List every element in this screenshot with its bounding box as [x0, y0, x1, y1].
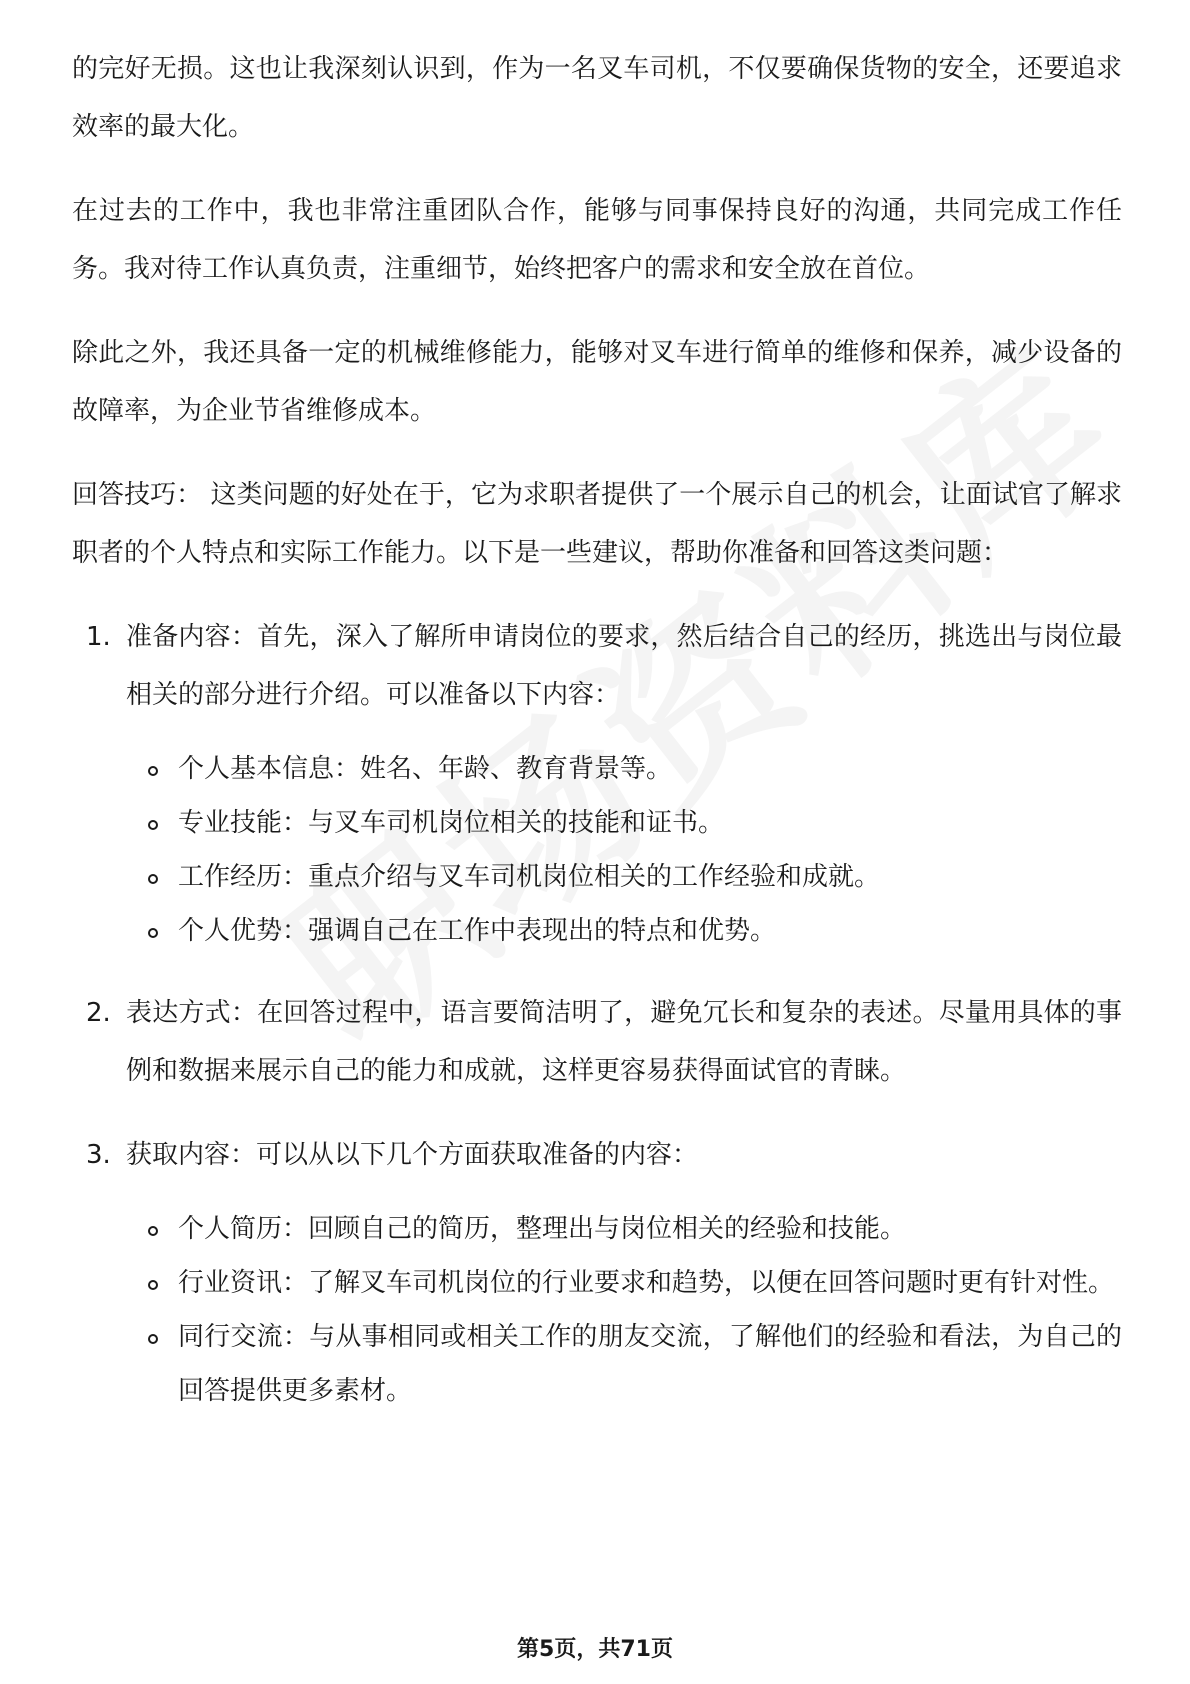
circle-bullet-icon	[148, 820, 158, 830]
circle-bullet-icon	[148, 1334, 158, 1344]
numbered-list	[72, 608, 1122, 1418]
circle-bullet-icon	[148, 874, 158, 884]
circle-bullet-icon	[148, 1226, 158, 1236]
answer-tips-paragraph: 回答技巧： 这类问题的好处在于，它为求职者提供了一个展示自己的机会，让面试官了解求职者的个人特点和实际工作能力。以下是一些建议，帮助你准备和回答这类问题：	[72, 480, 1122, 568]
bullet-list	[126, 1202, 1122, 1418]
bullet-item	[126, 1310, 1122, 1418]
bullet-list	[126, 742, 1122, 958]
bullet-item	[126, 850, 1122, 904]
paragraph-3: 除此之外，我还具备一定的机械维修能力，能够对叉车进行简单的维修和保养，减少设备的故障率，为企业节省维修成本。	[72, 338, 1122, 426]
list-number: 1.	[86, 622, 111, 652]
bullet-text: 专业技能：与叉车司机岗位相关的技能和证书。	[178, 808, 725, 838]
list-number: 2.	[86, 998, 111, 1028]
list-item-3	[72, 1126, 1122, 1418]
bullet-text: 个人基本信息：姓名、年龄、教育背景等。	[178, 754, 673, 784]
bullet-text: 个人简历：回顾自己的简历，整理出与岗位相关的经验和技能。	[178, 1214, 907, 1244]
list-item-2	[72, 984, 1122, 1100]
bullet-item	[126, 1256, 1122, 1310]
document-body	[72, 40, 1122, 1444]
paragraph-1: 的完好无损。这也让我深刻认识到，作为一名叉车司机，不仅要确保货物的安全，还要追求效率的最大化。	[72, 54, 1122, 142]
circle-bullet-icon	[148, 1280, 158, 1290]
page-number-footer: 第5页，共71页	[517, 1637, 673, 1662]
bullet-text: 同行交流：与从事相同或相关工作的朋友交流，了解他们的经验和看法，为自己的回答提供更多素材。	[178, 1322, 1122, 1406]
bullet-text: 行业资讯：了解叉车司机岗位的行业要求和趋势，以便在回答问题时更有针对性。	[178, 1268, 1115, 1298]
bullet-item	[126, 904, 1122, 958]
bullet-item	[126, 742, 1122, 796]
bullet-item	[126, 796, 1122, 850]
circle-bullet-icon	[148, 766, 158, 776]
bullet-text: 工作经历：重点介绍与叉车司机岗位相关的工作经验和成就。	[178, 862, 881, 892]
list-number: 3.	[86, 1140, 111, 1170]
list-item-text: 获取内容：可以从以下几个方面获取准备的内容：	[126, 1140, 699, 1170]
list-item-text: 表达方式：在回答过程中，语言要简洁明了，避免冗长和复杂的表述。尽量用具体的事例和数据来展示自己的能力和成就，这样更容易获得面试官的青睐。	[126, 998, 1122, 1086]
bullet-text: 个人优势：强调自己在工作中表现出的特点和优势。	[178, 916, 777, 946]
bullet-item	[126, 1202, 1122, 1256]
list-item-text: 准备内容：首先，深入了解所申请岗位的要求，然后结合自己的经历，挑选出与岗位最相关的部分进行介绍。可以准备以下内容：	[126, 622, 1122, 710]
paragraph-2: 在过去的工作中，我也非常注重团队合作，能够与同事保持良好的沟通，共同完成工作任务。我对待工作认真负责，注重细节，始终把客户的需求和安全放在首位。	[72, 196, 1122, 284]
list-item-1	[72, 608, 1122, 958]
circle-bullet-icon	[148, 928, 158, 938]
